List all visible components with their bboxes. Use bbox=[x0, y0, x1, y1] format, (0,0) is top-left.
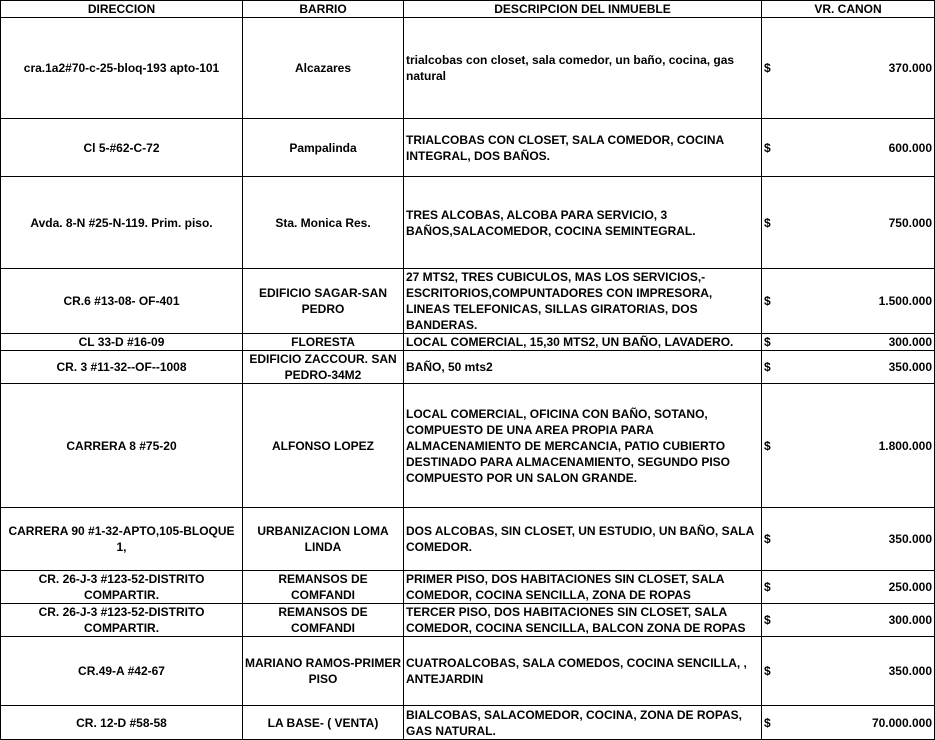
direccion-text: CR.49-A #42-67 bbox=[78, 664, 165, 678]
cell-barrio bbox=[243, 334, 404, 351]
direccion-text: CR. 3 #11-32--OF--1008 bbox=[56, 360, 187, 374]
barrio-text: Alcazares bbox=[294, 61, 352, 75]
descripcion-text: LOCAL COMERCIAL, 15,30 MTS2, UN BAÑO, LAVADERO. bbox=[406, 335, 734, 349]
currency-symbol: $ bbox=[764, 613, 771, 627]
header-canon: VR. CANON bbox=[762, 1, 935, 18]
canon-value: 300.000 bbox=[888, 335, 932, 349]
cell-canon bbox=[762, 508, 935, 571]
currency-symbol: $ bbox=[764, 664, 771, 678]
table-row bbox=[1, 177, 935, 269]
barrio-text: Sta. Monica Res. bbox=[275, 215, 371, 230]
currency-symbol: $ bbox=[764, 360, 771, 374]
barrio-text: LA BASE- ( VENTA) bbox=[267, 715, 379, 730]
direccion-text: Cl 5-#62-C-72 bbox=[83, 140, 160, 155]
barrio-text: EDIFICIO ZACCOUR. SAN PEDRO-34M2 bbox=[249, 352, 397, 382]
direccion-text: Avda. 8-N #25-N-119. Prim. piso. bbox=[30, 215, 213, 230]
cell-descripcion bbox=[404, 637, 762, 706]
canon-value: 350.000 bbox=[888, 360, 932, 374]
cell-direccion bbox=[1, 351, 243, 384]
descripcion-text: BIALCOBAS, SALACOMEDOR, COCINA, ZONA DE ROPAS, GAS NATURAL. bbox=[406, 707, 743, 738]
cell-canon bbox=[762, 604, 935, 637]
canon-value: 1.500.000 bbox=[878, 294, 932, 308]
table-body bbox=[1, 18, 935, 740]
cell-descripcion bbox=[404, 334, 762, 351]
cell-canon bbox=[762, 334, 935, 351]
descripcion-text: BAÑO, 50 mts2 bbox=[406, 360, 493, 374]
header-row bbox=[1, 1, 935, 18]
cell-direccion bbox=[1, 384, 243, 508]
barrio-text: ALFONSO LOPEZ bbox=[272, 438, 374, 453]
cell-barrio bbox=[243, 119, 404, 177]
descripcion-text: trialcobas con closet, sala comedor, un baño, cocina, gas natural bbox=[406, 53, 735, 83]
currency-symbol: $ bbox=[764, 335, 771, 349]
cell-direccion bbox=[1, 177, 243, 269]
currency-symbol: $ bbox=[764, 715, 771, 730]
header-descripcion: DESCRIPCION DEL INMUEBLE bbox=[404, 1, 762, 18]
direccion-text: CL 33-D #16-09 bbox=[78, 335, 165, 349]
cell-descripcion bbox=[404, 384, 762, 508]
descripcion-text: CUATROALCOBAS, SALA COMEDOS, COCINA SENCILLA, , ANTEJARDIN bbox=[406, 656, 747, 686]
cell-barrio bbox=[243, 177, 404, 269]
cell-direccion bbox=[1, 269, 243, 334]
cell-canon bbox=[762, 384, 935, 508]
header-direccion: DIRECCION bbox=[1, 1, 243, 18]
descripcion-text: TRIALCOBAS CON CLOSET, SALA COMEDOR, COCINA INTEGRAL, DOS BAÑOS. bbox=[406, 132, 724, 163]
currency-symbol: $ bbox=[764, 215, 771, 230]
table-row bbox=[1, 604, 935, 637]
cell-canon bbox=[762, 706, 935, 740]
barrio-text: Pampalinda bbox=[289, 140, 357, 155]
canon-value: 70.000.000 bbox=[871, 715, 932, 730]
table-row bbox=[1, 571, 935, 604]
canon-value: 350.000 bbox=[888, 664, 932, 678]
cell-barrio bbox=[243, 604, 404, 637]
cell-direccion bbox=[1, 334, 243, 351]
cell-barrio bbox=[243, 384, 404, 508]
barrio-text: MARIANO RAMOS-PRIMER PISO bbox=[245, 656, 401, 686]
cell-barrio bbox=[243, 508, 404, 571]
currency-symbol: $ bbox=[764, 140, 771, 155]
currency-symbol: $ bbox=[764, 294, 771, 308]
table-row bbox=[1, 384, 935, 508]
currency-symbol: $ bbox=[764, 532, 771, 546]
barrio-text: REMANSOS DE COMFANDI bbox=[278, 572, 368, 602]
cell-canon bbox=[762, 269, 935, 334]
direccion-text: CARRERA 90 #1-32-APTO,105-BLOQUE 1, bbox=[8, 524, 235, 554]
descripcion-text: LOCAL COMERCIAL, OFICINA CON BAÑO, SOTANO, COMPUESTO DE UNA AREA PROPIA PARA ALMACENAMIENTO DE MERCANCIA, PATIO CUBIERTO DESTINADO PARA ALMACENAMIENTO, SEGUNDO PISO COMPUESTO POR UN SALON GRANDE. bbox=[406, 406, 731, 485]
cell-direccion bbox=[1, 637, 243, 706]
descripcion-text: DOS ALCOBAS, SIN CLOSET, UN ESTUDIO, UN BAÑO, SALA COMEDOR. bbox=[406, 524, 754, 554]
table-row bbox=[1, 637, 935, 706]
cell-barrio bbox=[243, 269, 404, 334]
table-row bbox=[1, 269, 935, 334]
currency-symbol: $ bbox=[764, 438, 771, 453]
cell-canon bbox=[762, 119, 935, 177]
cell-canon bbox=[762, 177, 935, 269]
table-row bbox=[1, 508, 935, 571]
table-row bbox=[1, 706, 935, 740]
cell-descripcion bbox=[404, 351, 762, 384]
cell-descripcion bbox=[404, 269, 762, 334]
cell-direccion bbox=[1, 18, 243, 119]
cell-direccion bbox=[1, 119, 243, 177]
barrio-text: REMANSOS DE COMFANDI bbox=[278, 605, 368, 635]
canon-value: 600.000 bbox=[888, 140, 932, 155]
cell-canon bbox=[762, 637, 935, 706]
direccion-text: cra.1a2#70-c-25-bloq-193 apto-101 bbox=[23, 61, 220, 75]
cell-descripcion bbox=[404, 571, 762, 604]
table-row bbox=[1, 351, 935, 384]
canon-value: 750.000 bbox=[888, 215, 932, 230]
descripcion-text: TERCER PISO, DOS HABITACIONES SIN CLOSET, SALA COMEDOR, COCINA SENCILLA, BALCON ZONA DE ROPAS bbox=[406, 605, 746, 635]
cell-direccion bbox=[1, 706, 243, 740]
header-barrio: BARRIO bbox=[243, 1, 404, 18]
cell-descripcion bbox=[404, 706, 762, 740]
table-row bbox=[1, 119, 935, 177]
barrio-text: URBANIZACION LOMA LINDA bbox=[257, 524, 389, 554]
direccion-text: CR. 26-J-3 #123-52-DISTRITO COMPARTIR. bbox=[38, 572, 205, 602]
cell-barrio bbox=[243, 18, 404, 119]
cell-barrio bbox=[243, 351, 404, 384]
cell-canon bbox=[762, 571, 935, 604]
descripcion-text: PRIMER PISO, DOS HABITACIONES SIN CLOSET, SALA COMEDOR, COCINA SENCILLA, ZONA DE ROPAS bbox=[406, 572, 725, 602]
descripcion-text: TRES ALCOBAS, ALCOBA PARA SERVICIO, 3 BAÑOS,SALACOMEDOR, COCINA SEMINTEGRAL. bbox=[406, 207, 696, 238]
canon-value: 370.000 bbox=[888, 61, 932, 75]
cell-direccion bbox=[1, 571, 243, 604]
table-row bbox=[1, 18, 935, 119]
table-row bbox=[1, 334, 935, 351]
canon-value: 350.000 bbox=[888, 532, 932, 546]
cell-descripcion bbox=[404, 604, 762, 637]
cell-descripcion bbox=[404, 508, 762, 571]
descripcion-text: 27 MTS2, TRES CUBICULOS, MAS LOS SERVICIOS,-ESCRITORIOS,COMPUNTADORES CON IMPRESORA, LINEAS TELEFONICAS, SILLAS GIRATORIAS, DOS BANDERAS. bbox=[406, 270, 713, 332]
cell-barrio bbox=[243, 571, 404, 604]
cell-barrio bbox=[243, 637, 404, 706]
cell-barrio bbox=[243, 706, 404, 740]
currency-symbol: $ bbox=[764, 580, 771, 594]
direccion-text: CARRERA 8 #75-20 bbox=[66, 438, 177, 453]
cell-descripcion bbox=[404, 18, 762, 119]
barrio-text: FLORESTA bbox=[291, 335, 355, 349]
direccion-text: CR. 12-D #58-58 bbox=[76, 715, 167, 730]
cell-direccion bbox=[1, 508, 243, 571]
cell-descripcion bbox=[404, 119, 762, 177]
canon-value: 1.800.000 bbox=[878, 438, 932, 453]
barrio-text: EDIFICIO SAGAR-SAN PEDRO bbox=[258, 286, 387, 316]
direccion-text: CR. 26-J-3 #123-52-DISTRITO COMPARTIR. bbox=[38, 605, 205, 635]
cell-canon bbox=[762, 18, 935, 119]
cell-descripcion bbox=[404, 177, 762, 269]
canon-value: 300.000 bbox=[888, 613, 932, 627]
cell-canon bbox=[762, 351, 935, 384]
currency-symbol: $ bbox=[764, 61, 771, 75]
cell-direccion bbox=[1, 604, 243, 637]
direccion-text: CR.6 #13-08- OF-401 bbox=[63, 294, 180, 308]
canon-value: 250.000 bbox=[888, 580, 932, 594]
